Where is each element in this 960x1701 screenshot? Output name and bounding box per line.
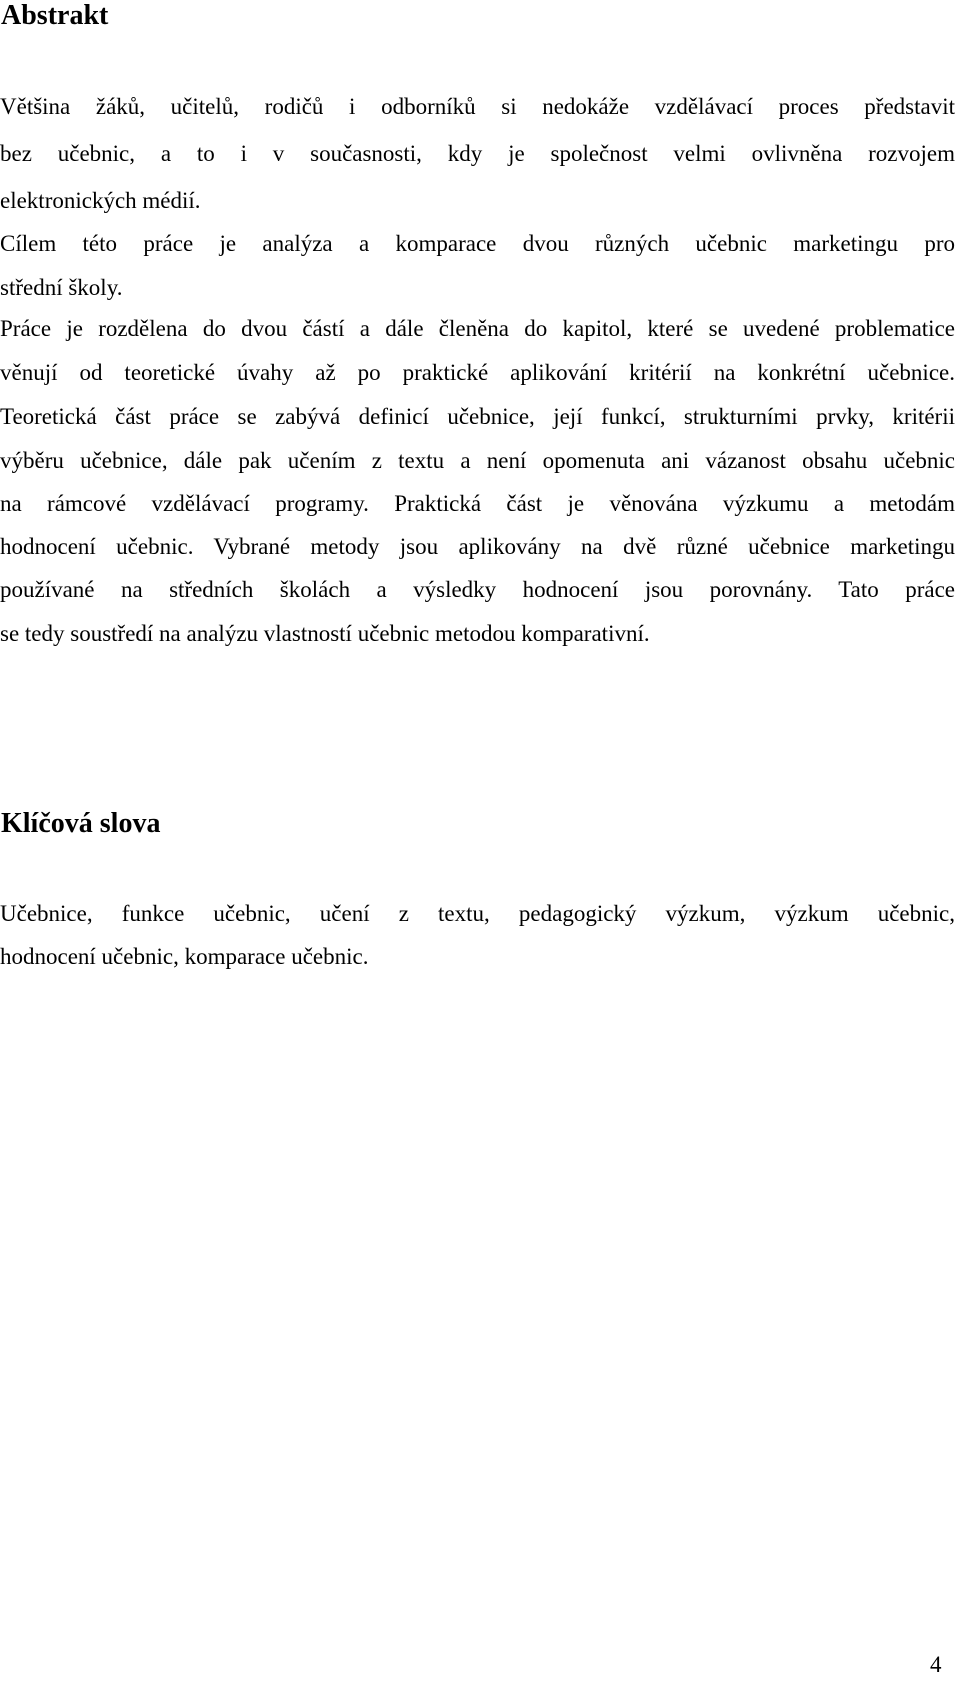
- abstract-line: elektronických médií.: [0, 188, 201, 213]
- abstract-heading: Abstrakt: [1, 0, 109, 31]
- abstract-line: se tedy soustředí na analýzu vlastností učebnic metodou komparativní.: [0, 621, 650, 646]
- abstract-line: na rámcové vzdělávací programy. Praktická část je věnována výzkumu a metodám: [0, 491, 955, 516]
- abstract-line: Práce je rozdělena do dvou částí a dále členěna do kapitol, které se uvedené problematice: [0, 316, 955, 341]
- abstract-line: střední školy.: [0, 275, 123, 300]
- abstract-line: používané na středních školách a výsledky hodnocení jsou porovnány. Tato práce: [0, 577, 955, 602]
- abstract-line: bez učebnic, a to i v současnosti, kdy je společnost velmi ovlivněna rozvojem: [0, 141, 955, 166]
- abstract-line: Teoretická část práce se zabývá definicí učebnice, její funkcí, strukturními prvky, kritérii: [0, 404, 955, 429]
- keywords-line: hodnocení učebnic, komparace učebnic.: [0, 944, 369, 969]
- abstract-line: výběru učebnice, dále pak učením z textu a není opomenuta ani vázanost obsahu učebnic: [0, 448, 955, 473]
- keywords-heading: Klíčová slova: [1, 808, 161, 839]
- page-number: 4: [930, 1652, 942, 1677]
- abstract-line: hodnocení učebnic. Vybrané metody jsou aplikovány na dvě různé učebnice marketingu: [0, 534, 955, 559]
- abstract-line: Většina žáků, učitelů, rodičů i odborníků si nedokáže vzdělávací proces představit: [0, 94, 955, 119]
- abstract-line: Cílem této práce je analýza a komparace dvou různých učebnic marketingu pro: [0, 231, 955, 256]
- keywords-line: Učebnice, funkce učebnic, učení z textu, pedagogický výzkum, výzkum učebnic,: [0, 901, 955, 926]
- abstract-line: věnují od teoretické úvahy až po praktické aplikování kritérií na konkrétní učebnice.: [0, 360, 955, 385]
